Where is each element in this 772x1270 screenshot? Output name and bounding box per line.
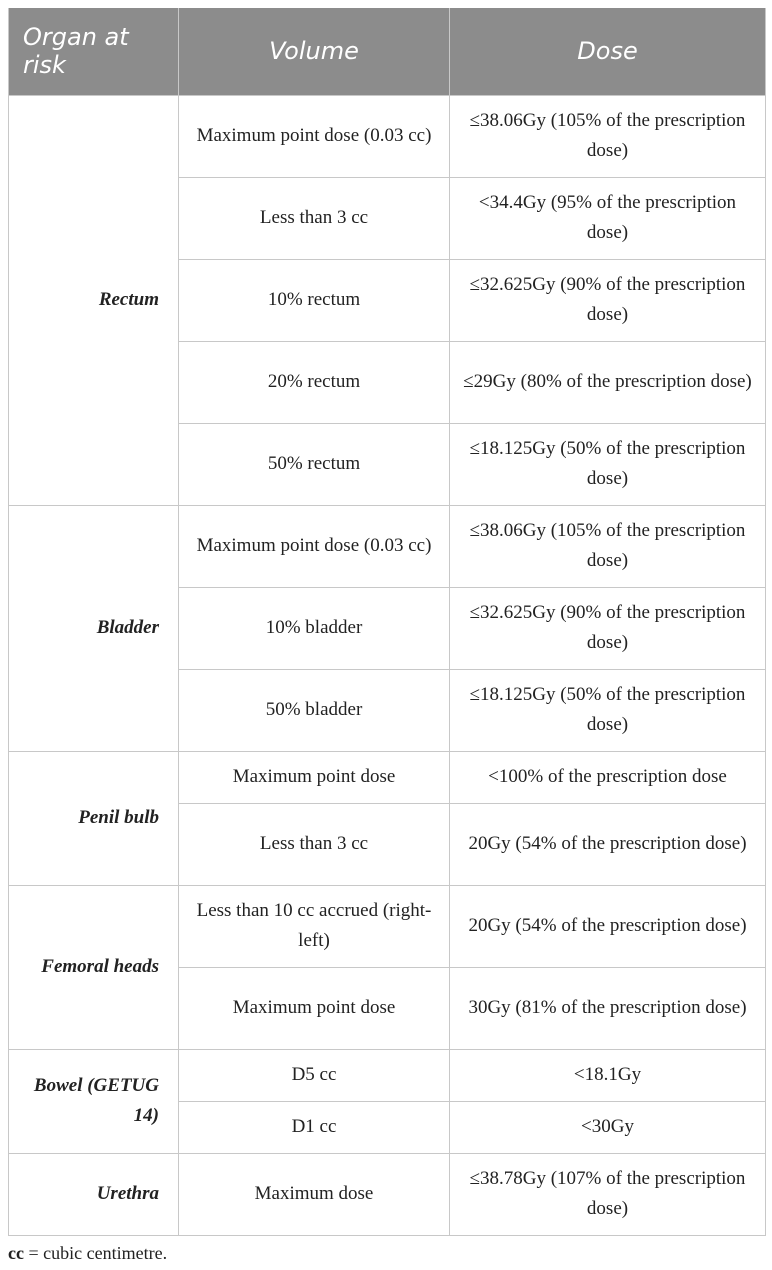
organ-dose-table <box>8 8 766 1236</box>
volume-cell: Maximum point dose <box>179 967 450 1049</box>
volume-cell: Maximum dose <box>179 1153 450 1235</box>
dose-cell: <18.1Gy <box>450 1049 766 1101</box>
volume-cell: 10% rectum <box>179 259 450 341</box>
footnote-abbreviation: cc <box>8 1243 24 1263</box>
dose-cell: <30Gy <box>450 1101 766 1153</box>
table-row <box>9 885 766 967</box>
volume-cell: Less than 10 cc accrued (right-left) <box>179 885 450 967</box>
volume-cell: Maximum point dose (0.03 cc) <box>179 95 450 177</box>
header-organ: Organ at risk <box>9 8 179 95</box>
volume-cell: Less than 3 cc <box>179 177 450 259</box>
volume-cell: Maximum point dose <box>179 751 450 803</box>
organ-cell-urethra: Urethra <box>9 1153 179 1235</box>
organ-cell-rectum: Rectum <box>9 95 179 505</box>
table-footnote <box>8 1243 167 1264</box>
dose-cell: 20Gy (54% of the prescription dose) <box>450 803 766 885</box>
dose-cell: ≤18.125Gy (50% of the prescription dose) <box>450 423 766 505</box>
volume-cell: 50% rectum <box>179 423 450 505</box>
dose-cell: <34.4Gy (95% of the prescription dose) <box>450 177 766 259</box>
dose-cell: ≤18.125Gy (50% of the prescription dose) <box>450 669 766 751</box>
header-dose: Dose <box>450 8 766 95</box>
header-row <box>9 8 766 95</box>
volume-cell: Less than 3 cc <box>179 803 450 885</box>
dose-cell: ≤38.78Gy (107% of the prescription dose) <box>450 1153 766 1235</box>
dose-cell: ≤32.625Gy (90% of the prescription dose) <box>450 259 766 341</box>
volume-cell: D1 cc <box>179 1101 450 1153</box>
dose-cell: ≤29Gy (80% of the prescription dose) <box>450 341 766 423</box>
table-row <box>9 751 766 803</box>
volume-cell: 20% rectum <box>179 341 450 423</box>
dose-cell: 30Gy (81% of the prescription dose) <box>450 967 766 1049</box>
header-volume: Volume <box>179 8 450 95</box>
volume-cell: D5 cc <box>179 1049 450 1101</box>
dose-cell: ≤38.06Gy (105% of the prescription dose) <box>450 95 766 177</box>
table-row <box>9 505 766 587</box>
organ-cell-femoral-heads: Femoral heads <box>9 885 179 1049</box>
dose-cell: ≤32.625Gy (90% of the prescription dose) <box>450 587 766 669</box>
volume-cell: 10% bladder <box>179 587 450 669</box>
table-container <box>8 8 765 1236</box>
organ-cell-penil-bulb: Penil bulb <box>9 751 179 885</box>
volume-cell: 50% bladder <box>179 669 450 751</box>
footnote-text: = cubic centimetre. <box>23 1243 168 1263</box>
organ-cell-bladder: Bladder <box>9 505 179 751</box>
dose-cell: 20Gy (54% of the prescription dose) <box>450 885 766 967</box>
dose-cell: <100% of the prescription dose <box>450 751 766 803</box>
volume-cell: Maximum point dose (0.03 cc) <box>179 505 450 587</box>
organ-cell-bowel: Bowel (GETUG 14) <box>9 1049 179 1153</box>
table-row <box>9 95 766 177</box>
dose-cell: ≤38.06Gy (105% of the prescription dose) <box>450 505 766 587</box>
table-row <box>9 1049 766 1101</box>
table-row <box>9 1153 766 1235</box>
